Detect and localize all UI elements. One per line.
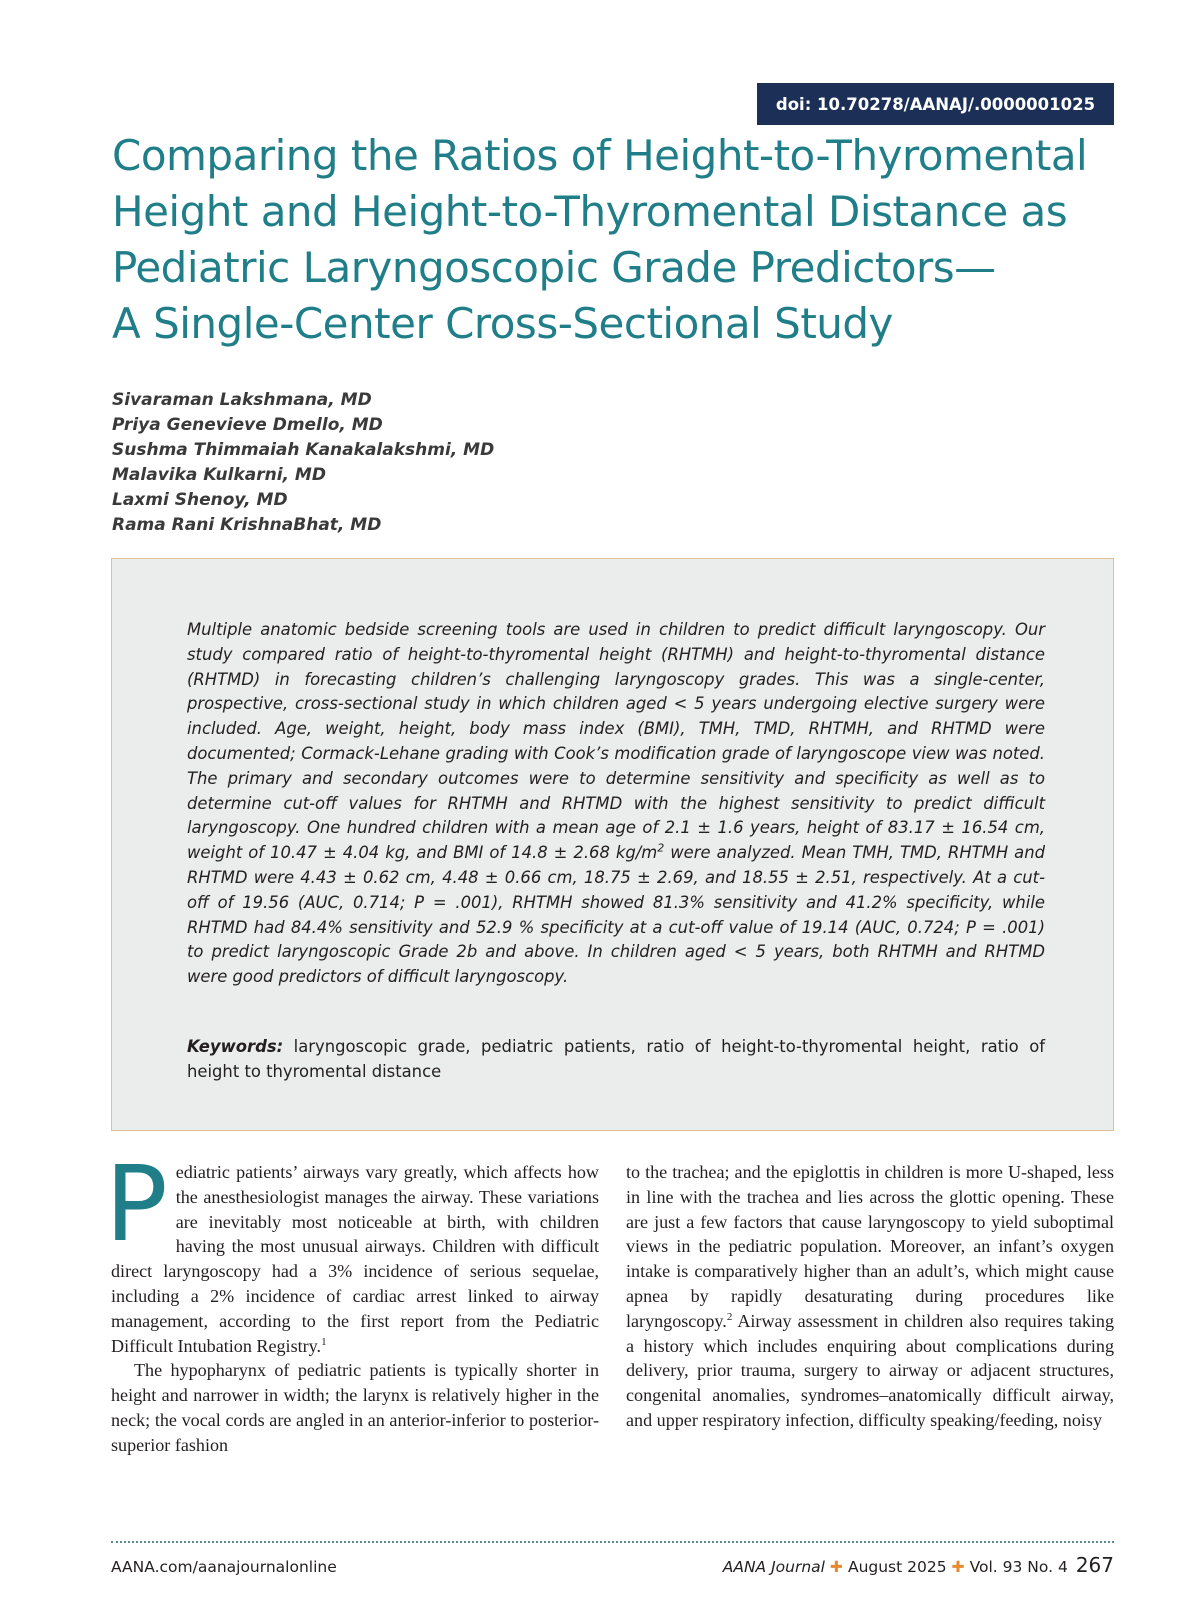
plus-icon: ✚ <box>951 1558 965 1576</box>
journal-name: AANA Journal <box>722 1558 825 1576</box>
author-name: Rama Rani KrishnaBhat, MD <box>112 515 382 535</box>
author-name: Priya Genevieve Dmello, MD <box>112 415 383 435</box>
body-text: ediatric patients’ airways vary greatly, which affects how the anesthesiologist manages the airway. These variations are inevitably most noticeable at birth, with children having the most unusual airways. Children with difficult direct laryngoscopy had a 3% incidence of serious sequelae, including a 2% incidence of cardiac arrest linked to airway management, according to the first report from the Pediatric Difficult Intubation Registry. <box>111 1162 599 1356</box>
volume-issue: Vol. 93 No. 4 <box>969 1558 1068 1576</box>
author-name: Sivaraman Lakshmana, MD <box>112 390 372 410</box>
keywords-label: Keywords: <box>187 1037 284 1056</box>
body-column-left <box>105 1143 599 1458</box>
author-list <box>112 388 494 538</box>
keywords-text: laryngoscopic grade, pediatric patients, ratio of height-to-thyromental height, ratio of height to thyromental distance <box>187 1037 1045 1081</box>
body-paragraph: The hypopharynx of pediatric patients is typically shorter in height and narrower in width; the larynx is relatively higher in the neck; the vocal cords are angled in an anterior-inferior to posterior-superior fashion <box>111 1360 599 1455</box>
article-title <box>112 128 1122 352</box>
title-line: Pediatric Laryngoscopic Grade Predictors— <box>112 243 996 292</box>
body-paragraph <box>105 1143 599 1358</box>
body-column-right <box>626 1160 1114 1433</box>
title-line: Comparing the Ratios of Height-to-Thyromental <box>112 131 1088 180</box>
footer-divider <box>111 1541 1114 1543</box>
body-text: to the trachea; and the epiglottis in children is more U-shaped, less in line with the trachea and lies across the glottic opening. These are just a few factors that cause laryngoscopy to yield suboptimal views in the pediatric population. Moreover, an infant’s oxygen intake is comparatively higher than an adult’s, which might cause apnea by rapidly desaturating during procedures like laryngoscopy. <box>626 1162 1114 1331</box>
abstract-part: Multiple anatomic bedside screening tools are used in children to predict difficult laryngoscopy. Our study compared ratio of height-to-thyromental height (RHTMH) and height-to-thyromental distance (RHTMD) in forecasting children’s challenging laryngoscopy grades. This was a single-center, prospective, cross-sectional study in which children aged < 5 years undergoing elective surgery were included. Age, weight, height, body mass index (BMI), TMH, TMD, RHTMH, and RHTMD were documented; Cormack-Lehane grading with Cook’s modification grade of laryngoscope view was noted. The primary and secondary outcomes were to determine sensitivity and specificity as well as to determine cut-off values for RHTMH and RHTMD with the highest sensitivity to predict difficult laryngoscopy. One hundred children with a mean age of 2.1 ± 1.6 years, height of 83.17 ± 16.54 cm, weight of 10.47 ± 4.04 kg, and BMI of 14.8 ± 2.68 kg/m <box>187 620 1045 863</box>
page-number: 267 <box>1075 1553 1114 1577</box>
drop-cap: P <box>105 1143 168 1265</box>
keywords <box>187 1035 1045 1085</box>
author-name: Sushma Thimmaiah Kanakalakshmi, MD <box>112 440 495 460</box>
doi-badge: doi: 10.70278/AANAJ/.0000001025 <box>757 83 1114 125</box>
issue-date: August 2025 <box>847 1558 947 1576</box>
footer-website: AANA.com/aanajournalonline <box>111 1558 337 1576</box>
reference-marker: 2 <box>726 1310 733 1323</box>
title-line: A Single-Center Cross-Sectional Study <box>112 299 893 348</box>
abstract-text <box>187 618 1045 990</box>
title-line: Height and Height-to-Thyromental Distance as <box>112 187 1068 236</box>
plus-icon: ✚ <box>829 1558 843 1576</box>
abstract-part: were analyzed. Mean TMH, TMD, RHTMH and RHTMD were 4.43 ± 0.62 cm, 4.48 ± 0.66 cm, 18.75 ± 2.69, and 18.55 ± 2.51, respectively. At a cut-off of 19.56 (AUC, 0.714; P = .001), RHTMH showed 81.3% sensitivity and 41.2% specificity, while RHTMD had 84.4% sensitivity and 52.9 % specificity at a cut-off value of 19.14 (AUC, 0.724; P = .001) to predict laryngoscopic Grade 2b and above. In children aged < 5 years, both RHTMH and RHTMD were good predictors of difficult laryngoscopy. <box>187 843 1045 987</box>
reference-marker: 1 <box>321 1335 327 1348</box>
body-paragraph <box>626 1160 1114 1433</box>
superscript: 2 <box>657 841 665 855</box>
author-name: Malavika Kulkarni, MD <box>112 465 326 485</box>
footer-citation <box>723 1553 1114 1577</box>
abstract-box <box>111 558 1114 1131</box>
body-text: Airway assessment in children also requires taking a history which includes enquiring about complications during delivery, prior trauma, surgery to airway or adjacent structures, congenital anomalies, syndromes–anatomically difficult airway, and upper respiratory infection, difficulty speaking/feeding, noisy <box>626 1310 1114 1430</box>
author-name: Laxmi Shenoy, MD <box>112 490 288 510</box>
